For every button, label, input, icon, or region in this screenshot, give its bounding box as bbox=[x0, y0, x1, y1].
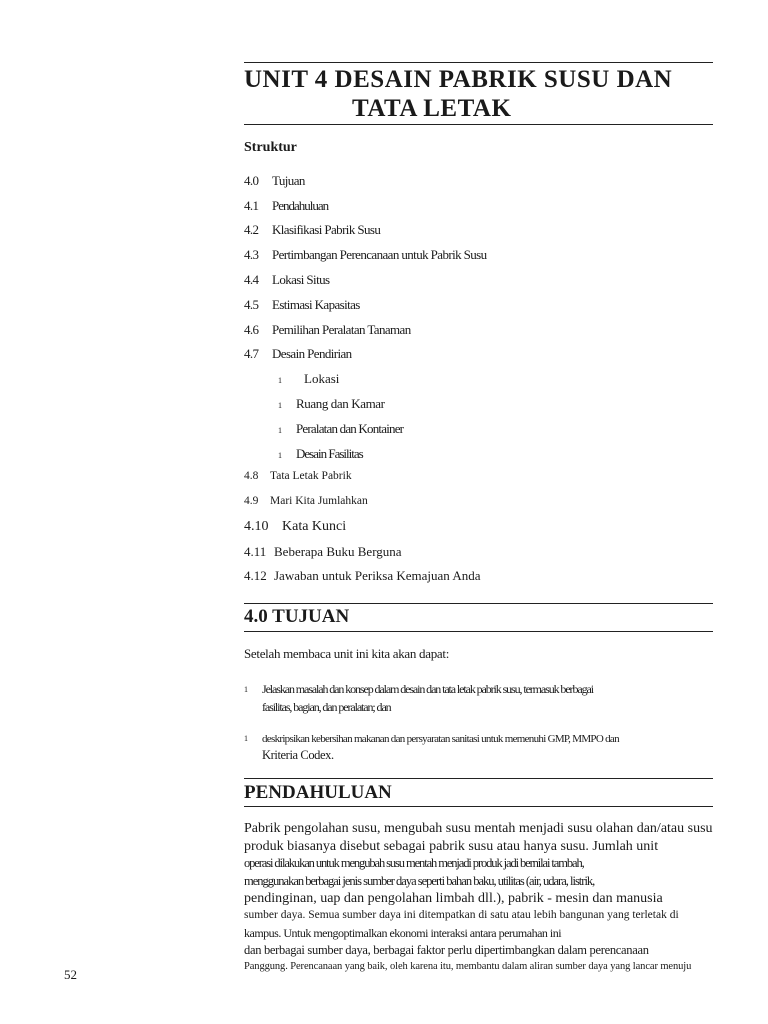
toc-number: 4.7 bbox=[244, 346, 259, 361]
toc-item-4-10[interactable] bbox=[244, 519, 346, 535]
toc-subitem-desain-fasilitas[interactable] bbox=[278, 446, 363, 462]
toc-label: Beberapa Buku Berguna bbox=[274, 544, 402, 559]
paragraph-line: menggunakan berbagai jenis sumber daya seperti bahan baku, utilitas (air, udara, listrik, bbox=[244, 874, 595, 888]
toc-label: Jawaban untuk Periksa Kemajuan Anda bbox=[274, 568, 481, 583]
toc-label: Kata Kunci bbox=[282, 519, 347, 534]
toc-label: Lokasi Situs bbox=[272, 272, 330, 287]
page-number: 52 bbox=[64, 967, 77, 982]
tujuan-intro: Setelah membaca unit ini kita akan dapat: bbox=[244, 646, 450, 661]
toc-number: 4.2 bbox=[244, 222, 259, 237]
toc-item-4-6[interactable] bbox=[244, 322, 411, 338]
paragraph-line: kampus. Untuk mengoptimalkan ekonomi interaksi antara perumahan ini bbox=[244, 926, 562, 940]
toc-number: 4.5 bbox=[244, 297, 259, 312]
toc-number: 4.12 bbox=[244, 568, 267, 583]
pendahuluan-top-rule bbox=[244, 778, 713, 779]
toc-item-4-4[interactable] bbox=[244, 272, 329, 288]
paragraph-line: pendinginan, uap dan pengolahan limbah dll.), pabrik - mesin dan manusia bbox=[244, 891, 663, 906]
paragraph-line: produk biasanya disebut sebagai pabrik susu atau hanya susu. Jumlah unit bbox=[244, 839, 659, 854]
toc-label: Pertimbangan Perencanaan untuk Pabrik Susu bbox=[272, 247, 487, 262]
title-bottom-rule bbox=[244, 124, 713, 125]
toc-item-4-11[interactable] bbox=[244, 544, 402, 560]
tujuan-bottom-rule bbox=[244, 631, 713, 632]
unit-title-line-2: TATA LETAK bbox=[352, 95, 512, 122]
title-top-rule bbox=[244, 62, 713, 63]
toc-number: 4.1 bbox=[244, 198, 259, 213]
toc-label: Pendahuluan bbox=[272, 198, 329, 213]
toc-label: Estimasi Kapasitas bbox=[272, 297, 360, 312]
paragraph-line: sumber daya. Semua sumber daya ini ditempatkan di satu atau lebih bangunan yang terletak di bbox=[244, 909, 679, 921]
toc-subitem-peralatan-dan-kontainer[interactable] bbox=[278, 421, 403, 437]
toc-subitem-ruang-dan-kamar[interactable] bbox=[278, 396, 385, 412]
toc-item-4-3[interactable] bbox=[244, 247, 487, 263]
toc-number: 4.6 bbox=[244, 322, 259, 337]
objective-line: Kriteria Codex. bbox=[262, 748, 334, 762]
paragraph-line: dan berbagai sumber daya, berbagai faktor perlu dipertimbangkan dalam perencanaan bbox=[244, 943, 649, 957]
objective-item-2 bbox=[244, 729, 619, 747]
bullet-icon: 1 bbox=[278, 425, 282, 435]
bullet-icon: 1 bbox=[278, 375, 282, 385]
pendahuluan-bottom-rule bbox=[244, 806, 713, 807]
paragraph-line: Panggung. Perencanaan yang baik, oleh karena itu, membantu dalam aliran sumber daya yang lancar menuju bbox=[244, 961, 692, 972]
objective-line: Jelaskan masalah dan konsep dalam desain dan tata letak pabrik susu, termasuk berbagai bbox=[262, 682, 593, 696]
toc-label: Tata Letak Pabrik bbox=[270, 470, 352, 482]
tujuan-heading: 4.0 TUJUAN bbox=[244, 606, 350, 627]
bullet-icon: 1 bbox=[244, 684, 248, 694]
toc-label: Pemilihan Peralatan Tanaman bbox=[272, 322, 411, 337]
objective-item-1-cont bbox=[262, 698, 391, 716]
toc-item-4-7[interactable] bbox=[244, 346, 352, 362]
toc-sublabel: Ruang dan Kamar bbox=[296, 396, 385, 411]
toc-item-4-1[interactable] bbox=[244, 198, 328, 214]
toc-item-4-2[interactable] bbox=[244, 222, 380, 238]
objective-item-1 bbox=[244, 680, 593, 698]
toc-label: Mari Kita Jumlahkan bbox=[270, 495, 368, 507]
toc-label: Tujuan bbox=[272, 173, 305, 188]
toc-label: Desain Pendirian bbox=[272, 346, 352, 361]
objective-item-2-cont bbox=[262, 746, 334, 764]
toc-number: 4.0 bbox=[244, 173, 259, 188]
bullet-icon: 1 bbox=[244, 733, 248, 743]
toc-item-4-9[interactable] bbox=[244, 495, 368, 507]
pendahuluan-heading: PENDAHULUAN bbox=[244, 782, 392, 803]
objective-line: fasilitas, bagian, dan peralatan; dan bbox=[262, 700, 391, 714]
toc-number: 4.9 bbox=[244, 495, 259, 507]
toc-sublabel: Peralatan dan Kontainer bbox=[296, 421, 404, 436]
toc-label: Klasifikasi Pabrik Susu bbox=[272, 222, 381, 237]
struktur-heading: Struktur bbox=[244, 140, 297, 155]
bullet-icon: 1 bbox=[278, 450, 282, 460]
tujuan-top-rule bbox=[244, 603, 713, 604]
bullet-icon: 1 bbox=[278, 400, 282, 410]
unit-title-line-1: UNIT 4 DESAIN PABRIK SUSU DAN bbox=[244, 66, 673, 93]
toc-item-4-8[interactable] bbox=[244, 470, 352, 482]
toc-sublabel: Desain Fasilitas bbox=[296, 446, 363, 461]
toc-item-4-12[interactable] bbox=[244, 568, 481, 584]
toc-number: 4.4 bbox=[244, 272, 259, 287]
toc-item-4-5[interactable] bbox=[244, 297, 360, 313]
paragraph-line: operasi dilakukan untuk mengubah susu mentah menjadi produk jadi bernilai tambah, bbox=[244, 856, 584, 870]
toc-item-4-0[interactable] bbox=[244, 173, 305, 189]
toc-number: 4.11 bbox=[244, 544, 267, 559]
toc-number: 4.3 bbox=[244, 247, 259, 262]
toc-sublabel: Lokasi bbox=[304, 371, 340, 386]
toc-subitem-lokasi[interactable] bbox=[278, 371, 339, 387]
toc-number: 4.8 bbox=[244, 470, 259, 482]
objective-line: deskripsikan kebersihan makanan dan persyaratan sanitasi untuk memenuhi GMP, MMPO dan bbox=[262, 733, 619, 745]
paragraph-line: Pabrik pengolahan susu, mengubah susu mentah menjadi susu olahan dan/atau susu bbox=[244, 821, 713, 836]
toc-number: 4.10 bbox=[244, 519, 269, 534]
